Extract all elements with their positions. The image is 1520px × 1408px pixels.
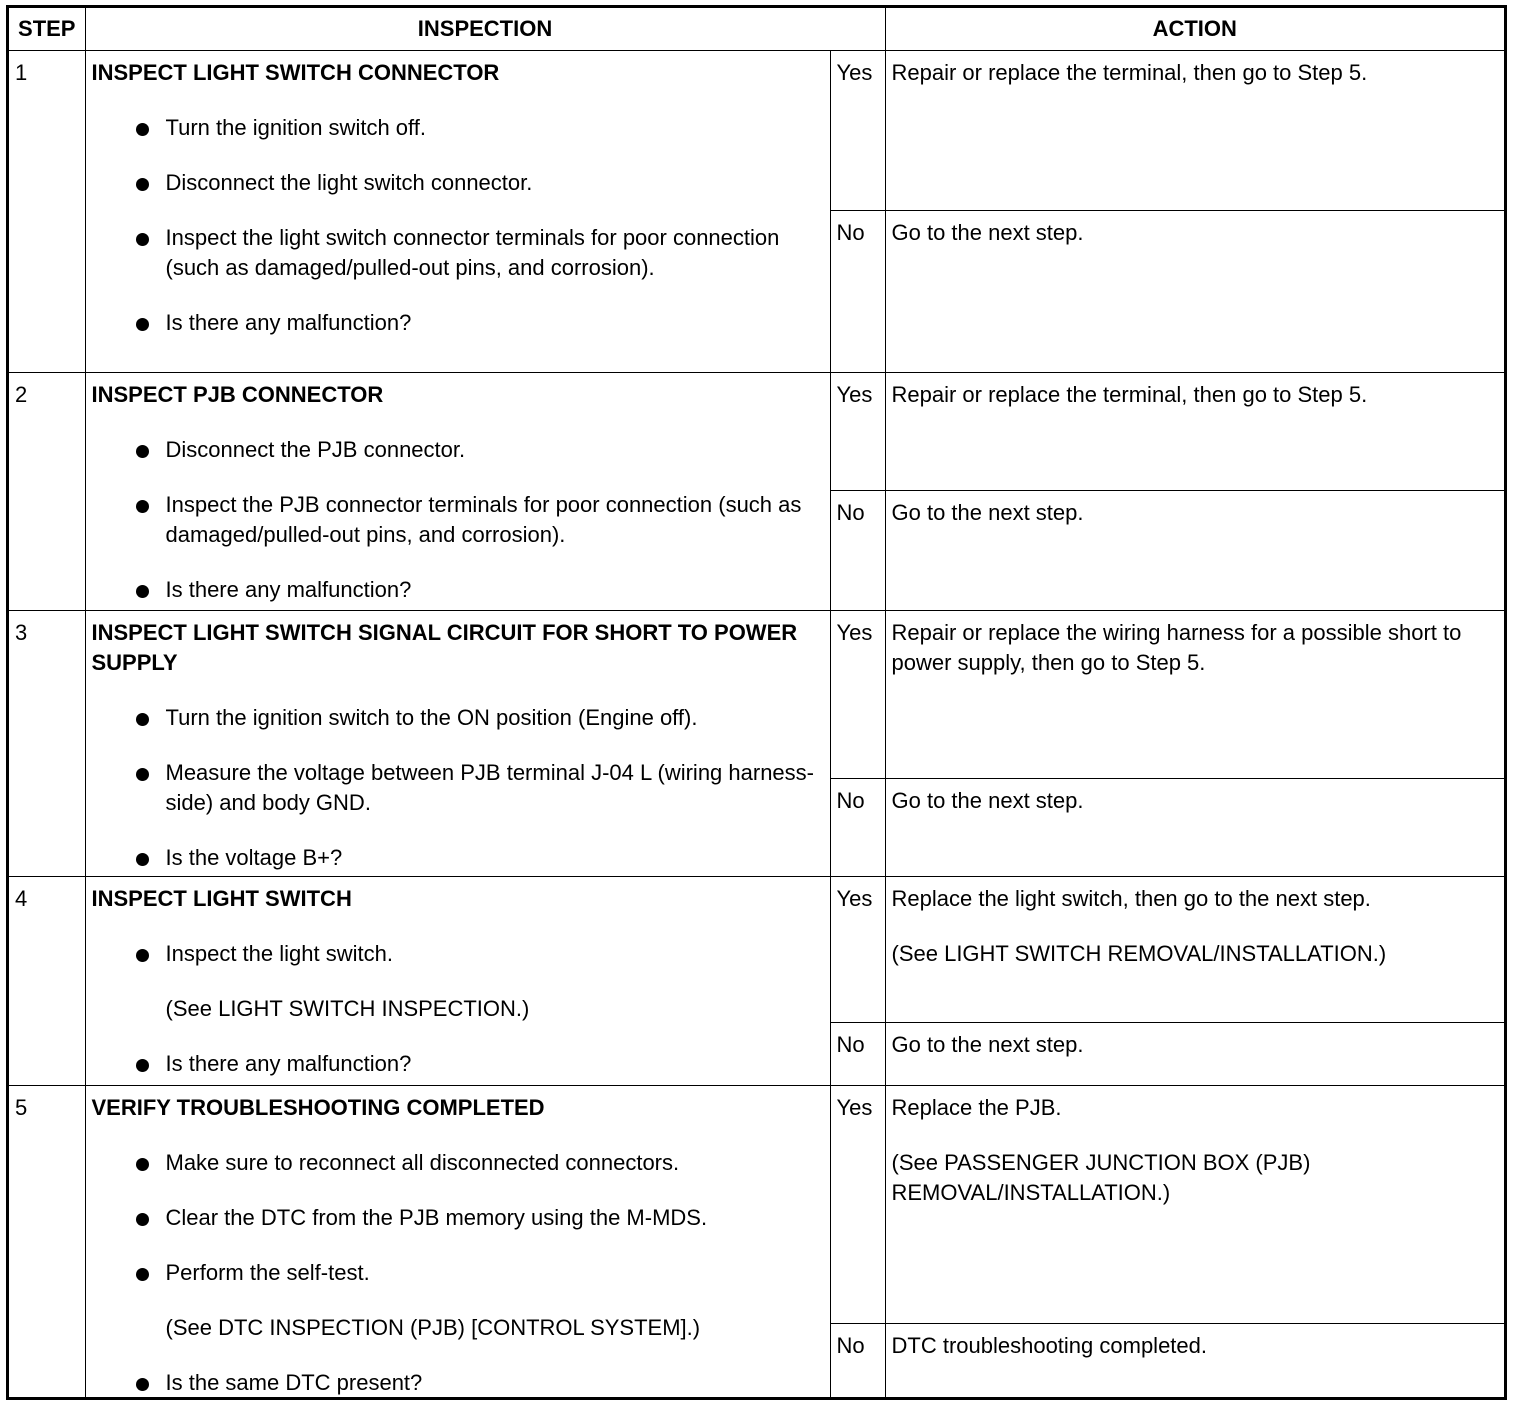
inspection-item: Is there any malfunction? xyxy=(92,575,824,605)
no-action xyxy=(885,491,1504,611)
inspection-cell xyxy=(85,373,830,611)
troubleshooting-document xyxy=(6,5,1507,1400)
inspection-list xyxy=(92,939,824,1079)
inspection-item: Perform the self-test. xyxy=(92,1258,824,1288)
header-step: STEP xyxy=(9,8,85,51)
no-label: No xyxy=(830,779,885,877)
inspection-list xyxy=(92,703,824,873)
action-text: Repair or replace the wiring harness for a possible short to power supply, then go to Step 5. xyxy=(891,620,1462,675)
step-number: 1 xyxy=(9,51,85,373)
inspection-item: Turn the ignition switch to the ON position (Engine off). xyxy=(92,703,824,733)
action-text: Replace the light switch, then go to the next step. xyxy=(891,886,1371,911)
inspection-cell xyxy=(85,1086,830,1399)
yes-label: Yes xyxy=(830,611,885,779)
inspection-reference: (See DTC INSPECTION (PJB) [CONTROL SYSTEM].) xyxy=(165,1315,701,1340)
yes-label: Yes xyxy=(830,51,885,211)
inspection-item: Is there any malfunction? xyxy=(92,1049,824,1079)
table-row xyxy=(9,877,1504,1023)
inspection-item: Measure the voltage between PJB terminal J-04 L (wiring harness-side) and body GND. xyxy=(92,758,824,818)
inspection-cell xyxy=(85,877,830,1086)
no-action xyxy=(885,1023,1504,1086)
step-number: 3 xyxy=(9,611,85,877)
step-number: 2 xyxy=(9,373,85,611)
inspection-list xyxy=(92,435,824,605)
no-label: No xyxy=(830,1324,885,1399)
table-row xyxy=(9,611,1504,779)
no-label: No xyxy=(830,211,885,373)
yes-action xyxy=(885,877,1504,1023)
header-row xyxy=(9,8,1504,51)
yes-action xyxy=(885,373,1504,491)
no-action xyxy=(885,779,1504,877)
yes-label: Yes xyxy=(830,1086,885,1324)
yes-action xyxy=(885,611,1504,779)
yes-action xyxy=(885,1086,1504,1324)
inspection-item: Clear the DTC from the PJB memory using the M-MDS. xyxy=(92,1203,824,1233)
inspection-item: Turn the ignition switch off. xyxy=(92,113,824,143)
step-number: 4 xyxy=(9,877,85,1086)
action-reference: (See PASSENGER JUNCTION BOX (PJB) REMOVAL/INSTALLATION.) xyxy=(891,1150,1311,1205)
action-text: Go to the next step. xyxy=(891,788,1084,813)
action-text: Go to the next step. xyxy=(891,1032,1084,1057)
action-text: Repair or replace the terminal, then go to Step 5. xyxy=(891,382,1368,407)
no-label: No xyxy=(830,491,885,611)
inspection-item: Is the same DTC present? xyxy=(92,1368,824,1398)
inspection-reference: (See LIGHT SWITCH INSPECTION.) xyxy=(165,996,530,1021)
inspection-item: Inspect the light switch. xyxy=(92,939,824,969)
action-text: Go to the next step. xyxy=(891,220,1084,245)
yes-label: Yes xyxy=(830,373,885,491)
inspection-item: Is the voltage B+? xyxy=(92,843,824,873)
inspection-title: VERIFY TROUBLESHOOTING COMPLETED xyxy=(91,1095,545,1120)
action-text: Repair or replace the terminal, then go to Step 5. xyxy=(891,60,1368,85)
no-action xyxy=(885,211,1504,373)
inspection-list xyxy=(92,1148,824,1398)
inspection-title: INSPECT LIGHT SWITCH SIGNAL CIRCUIT FOR SHORT TO POWER SUPPLY xyxy=(91,620,798,675)
inspection-item: Inspect the PJB connector terminals for poor connection (such as damaged/pulled-out pins, and corrosion). xyxy=(92,490,824,550)
troubleshooting-table xyxy=(9,8,1504,1399)
table-row xyxy=(9,1086,1504,1324)
inspection-title: INSPECT LIGHT SWITCH xyxy=(91,886,352,911)
no-action xyxy=(885,1324,1504,1399)
action-text: Replace the PJB. xyxy=(891,1095,1062,1120)
action-text: Go to the next step. xyxy=(891,500,1084,525)
header-inspection: INSPECTION xyxy=(85,8,885,51)
inspection-list xyxy=(92,113,824,338)
inspection-item: Is there any malfunction? xyxy=(92,308,824,338)
inspection-cell xyxy=(85,611,830,877)
yes-action xyxy=(885,51,1504,211)
inspection-item: Inspect the light switch connector terminals for poor connection (such as damaged/pulled-out pins, and corrosion). xyxy=(92,223,824,283)
inspection-item: Disconnect the PJB connector. xyxy=(92,435,824,465)
action-reference: (See LIGHT SWITCH REMOVAL/INSTALLATION.) xyxy=(891,941,1387,966)
action-text: DTC troubleshooting completed. xyxy=(891,1333,1207,1358)
table-row xyxy=(9,373,1504,491)
step-number: 5 xyxy=(9,1086,85,1399)
inspection-title: INSPECT PJB CONNECTOR xyxy=(91,382,384,407)
table-row xyxy=(9,51,1504,211)
table-body xyxy=(9,51,1504,1399)
inspection-item: Make sure to reconnect all disconnected connectors. xyxy=(92,1148,824,1178)
yes-label: Yes xyxy=(830,877,885,1023)
header-action: ACTION xyxy=(885,8,1504,51)
no-label: No xyxy=(830,1023,885,1086)
inspection-cell xyxy=(85,51,830,373)
inspection-item: Disconnect the light switch connector. xyxy=(92,168,824,198)
inspection-title: INSPECT LIGHT SWITCH CONNECTOR xyxy=(91,60,500,85)
